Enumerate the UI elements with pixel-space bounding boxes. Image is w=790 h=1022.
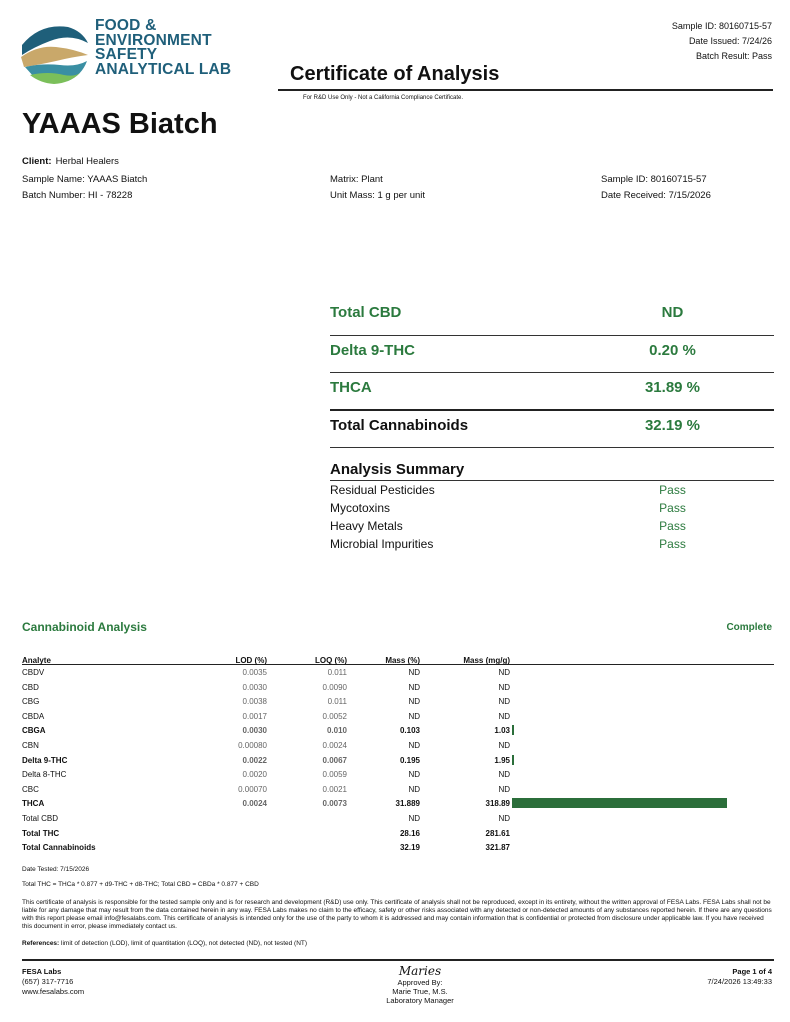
unit-mass: Unit Mass: 1 g per unit xyxy=(330,190,426,201)
summary-row-delta9 xyxy=(330,336,774,374)
potency-summary xyxy=(330,298,774,553)
analysis-summary-title xyxy=(330,457,774,481)
analyte-cell: CBD xyxy=(22,682,39,692)
mass-mg-cell: ND xyxy=(498,682,510,692)
header-meta xyxy=(672,19,772,64)
table-row xyxy=(22,709,774,724)
mass-mg-cell: 321.87 xyxy=(485,843,510,853)
mass-mg-cell: ND xyxy=(498,740,510,750)
lod-cell: 0.00070 xyxy=(238,784,267,794)
rnd-note: For R&D Use Only - Not a California Compliance Certificate. xyxy=(303,95,464,101)
header-batch-result: Batch Result: Pass xyxy=(695,51,772,61)
cannabinoid-table xyxy=(22,653,774,855)
logo-line: FOOD & xyxy=(95,17,157,34)
lod-cell: 0.0030 xyxy=(242,726,267,736)
batch-number: Batch Number: HI - 78228 xyxy=(22,190,133,201)
footer-lab-name: FESA Labs xyxy=(22,967,62,976)
table-row xyxy=(22,753,774,768)
approver-name: Marie True, M.S. xyxy=(392,987,448,996)
summary-label: Total Cannabinoids xyxy=(330,416,469,434)
analysis-label: Microbial Impurities xyxy=(330,537,434,551)
summary-value: ND xyxy=(661,304,684,321)
loq-cell: 0.0073 xyxy=(322,799,347,809)
mass-bar xyxy=(512,725,514,735)
mass-bar xyxy=(512,798,727,808)
loq-cell: 0.0059 xyxy=(322,770,347,780)
mass-percent-cell: 28.16 xyxy=(399,828,420,838)
header-lod: LOD (%) xyxy=(235,656,267,665)
lod-cell: 0.0030 xyxy=(242,682,267,692)
mass-percent-cell: ND xyxy=(408,813,420,823)
lab-logo-icon xyxy=(20,15,90,85)
analysis-label: Heavy Metals xyxy=(330,519,403,533)
cannabinoid-analysis-title: Cannabinoid Analysis xyxy=(22,620,147,634)
analysis-row xyxy=(330,481,774,499)
lod-cell: 0.0024 xyxy=(242,799,267,809)
mass-percent-cell: ND xyxy=(408,668,420,677)
footer-phone: (657) 317-7716 xyxy=(22,977,74,986)
mass-percent-cell: ND xyxy=(408,784,420,794)
matrix: Matrix: Plant xyxy=(330,174,383,185)
loq-cell: 0.011 xyxy=(327,697,347,707)
calculation-formula: Total THC = THCa * 0.877 + d9-THC + d8-THC; Total CBD = CBDa * 0.877 + CBD xyxy=(22,881,259,888)
references-text: limit of detection (LOD), limit of quantitation (LOQ), not detected (ND), not tested (NT) xyxy=(59,940,308,947)
analysis-summary-heading: Analysis Summary xyxy=(330,461,465,478)
footer-timestamp: 7/24/2026 13:49:33 xyxy=(707,977,772,986)
date-received: Date Received: 7/15/2026 xyxy=(601,190,711,201)
loq-cell: 0.0067 xyxy=(322,755,347,765)
summary-row-total-cbd xyxy=(330,298,774,336)
approver-role: Laboratory Manager xyxy=(386,996,454,1005)
loq-cell: 0.0090 xyxy=(322,682,347,692)
analysis-result: Pass xyxy=(659,501,686,515)
logo-line: ENVIRONMENT xyxy=(95,31,212,49)
mass-bar-track xyxy=(512,725,762,735)
footer-divider xyxy=(22,959,774,961)
table-row xyxy=(22,767,774,782)
loq-cell: 0.0021 xyxy=(322,784,347,794)
analyte-cell: CBG xyxy=(22,697,40,707)
header-analyte: Analyte xyxy=(22,656,51,665)
mass-percent-cell: ND xyxy=(408,711,420,721)
mass-bar xyxy=(512,755,514,765)
analyte-cell: Total THC xyxy=(22,828,60,838)
table-row xyxy=(22,694,774,709)
analyte-cell: CBDA xyxy=(22,711,45,721)
footer-lab-info xyxy=(22,967,84,997)
analyte-cell: CBDV xyxy=(22,668,45,677)
table-row xyxy=(22,680,774,695)
lab-logo-text xyxy=(95,19,231,77)
mass-bar-track xyxy=(512,798,762,808)
summary-label: Delta 9-THC xyxy=(330,341,416,359)
summary-value: 32.19 % xyxy=(644,416,701,434)
references-label: References: xyxy=(22,940,60,947)
summary-value: 0.20 % xyxy=(649,341,696,359)
table-row xyxy=(22,796,774,811)
analyte-cell: THCA xyxy=(22,799,45,809)
analyte-cell: CBN xyxy=(22,740,39,750)
mass-mg-cell: ND xyxy=(498,697,510,707)
analyte-cell: Total Cannabinoids xyxy=(22,843,96,853)
mass-mg-cell: 1.95 xyxy=(494,755,510,765)
disclaimer: This certificate of analysis is responsible for the tested sample only and is for research and development (R&D) use only. This certificate of analysis shall not be reproduced, except in its entirety, without the written approval of FESA Labs. FESA Labs shall not be liable for any damage that may result from the data contained herein in any way. FESA Labs makes no claim to the efficacy, safety or other risks associated with any detected or non-detected amounts of any substances reported herein. If there are any questions with this report please email info@fesalabs.com. This certificate of analysis is intended only for the use of the party to whom it is addressed and may contain information that is confidential or protected from disclosure under applicable law. If you have received this document in error, please immediately contact us. xyxy=(22,899,772,930)
loq-cell: 0.0052 xyxy=(322,711,347,721)
analysis-result: Pass xyxy=(659,537,686,551)
references xyxy=(22,940,307,948)
mass-percent-cell: 0.195 xyxy=(399,755,420,765)
sample-name: Sample Name: YAAAS Biatch xyxy=(22,174,148,185)
mass-percent-cell: ND xyxy=(408,740,420,750)
analysis-label: Mycotoxins xyxy=(330,501,391,515)
loq-cell: 0.011 xyxy=(327,668,347,677)
mass-percent-cell: 0.103 xyxy=(399,726,420,736)
client-line xyxy=(22,156,119,167)
analysis-row xyxy=(330,517,774,535)
client-label: Client: xyxy=(22,156,52,167)
analyte-cell: Delta 9-THC xyxy=(22,755,68,765)
lod-cell: 0.0020 xyxy=(242,770,267,780)
footer-approval xyxy=(355,965,485,1005)
table-row xyxy=(22,826,774,841)
lod-cell: 0.0038 xyxy=(242,697,267,707)
analysis-row xyxy=(330,535,774,553)
approved-by: Approved By: xyxy=(397,978,443,987)
header-date-issued: Date Issued: 7/24/26 xyxy=(688,36,772,46)
sample-id: Sample ID: 80160715-57 xyxy=(601,174,707,185)
mass-mg-cell: ND xyxy=(498,711,510,721)
cannabinoid-analysis-status: Complete xyxy=(726,622,772,633)
summary-label: THCA xyxy=(330,379,372,396)
lod-cell: 0.0035 xyxy=(242,668,267,677)
lod-cell: 0.0017 xyxy=(242,711,267,721)
table-row xyxy=(22,840,774,855)
table-row xyxy=(22,665,774,680)
mass-percent-cell: 31.889 xyxy=(395,799,420,809)
header-mass-percent: Mass (%) xyxy=(385,656,420,665)
sample-info-right xyxy=(601,172,711,204)
table-row xyxy=(22,782,774,797)
header-mass-mg: Mass (mg/g) xyxy=(463,656,510,665)
loq-cell: 0.0024 xyxy=(322,740,347,750)
table-row xyxy=(22,811,774,826)
header-sample-id: Sample ID: 80160715-57 xyxy=(671,21,772,31)
footer-page-info xyxy=(707,967,772,987)
analyte-cell: Total CBD xyxy=(22,813,59,823)
footer-website[interactable]: www.fesalabs.com xyxy=(22,987,85,996)
table-row xyxy=(22,723,774,738)
mass-percent-cell: ND xyxy=(408,697,420,707)
loq-cell: 0.010 xyxy=(326,726,347,736)
analysis-label: Residual Pesticides xyxy=(330,483,435,497)
analyte-cell: Delta 8-THC xyxy=(22,770,67,780)
table-row xyxy=(22,738,774,753)
mass-mg-cell: ND xyxy=(498,770,510,780)
mass-bar-track xyxy=(512,755,762,765)
analysis-result: Pass xyxy=(659,483,686,497)
signature: Maries xyxy=(398,964,442,978)
summary-row-total-cannabinoids xyxy=(330,411,774,449)
header-divider xyxy=(278,89,773,91)
mass-mg-cell: ND xyxy=(498,668,510,677)
summary-label: Total CBD xyxy=(330,304,402,321)
logo-line: SAFETY xyxy=(95,46,158,63)
summary-value: 31.89 % xyxy=(644,379,701,396)
logo-line: ANALYTICAL LAB xyxy=(95,60,232,78)
mass-mg-cell: 1.03 xyxy=(494,726,510,736)
analysis-row xyxy=(330,499,774,517)
table-header xyxy=(22,653,774,665)
analyte-cell: CBC xyxy=(22,784,39,794)
mass-percent-cell: 32.19 xyxy=(399,843,420,853)
mass-mg-cell: 281.61 xyxy=(485,828,510,838)
mass-mg-cell: 318.89 xyxy=(485,799,510,809)
summary-row-thca xyxy=(330,373,774,411)
table-body xyxy=(22,665,774,855)
document-title: Certificate of Analysis xyxy=(290,63,500,85)
lod-cell: 0.00080 xyxy=(238,740,267,750)
sample-title: YAAAS Biatch xyxy=(22,108,218,140)
report-header xyxy=(0,0,790,100)
sample-info-left xyxy=(22,172,147,204)
mass-percent-cell: ND xyxy=(408,770,420,780)
sample-info-middle xyxy=(330,172,425,204)
mass-mg-cell: ND xyxy=(498,784,510,794)
mass-percent-cell: ND xyxy=(408,682,420,692)
mass-mg-cell: ND xyxy=(498,813,510,823)
lod-cell: 0.0022 xyxy=(242,755,267,765)
page-number: Page 1 of 4 xyxy=(732,967,772,976)
header-loq: LOQ (%) xyxy=(315,656,347,665)
lab-logo xyxy=(20,15,232,87)
client-value: Herbal Healers xyxy=(55,156,119,167)
analyte-cell: CBGA xyxy=(22,726,46,736)
date-tested: Date Tested: 7/15/2026 xyxy=(22,866,90,873)
analysis-result: Pass xyxy=(659,519,686,533)
